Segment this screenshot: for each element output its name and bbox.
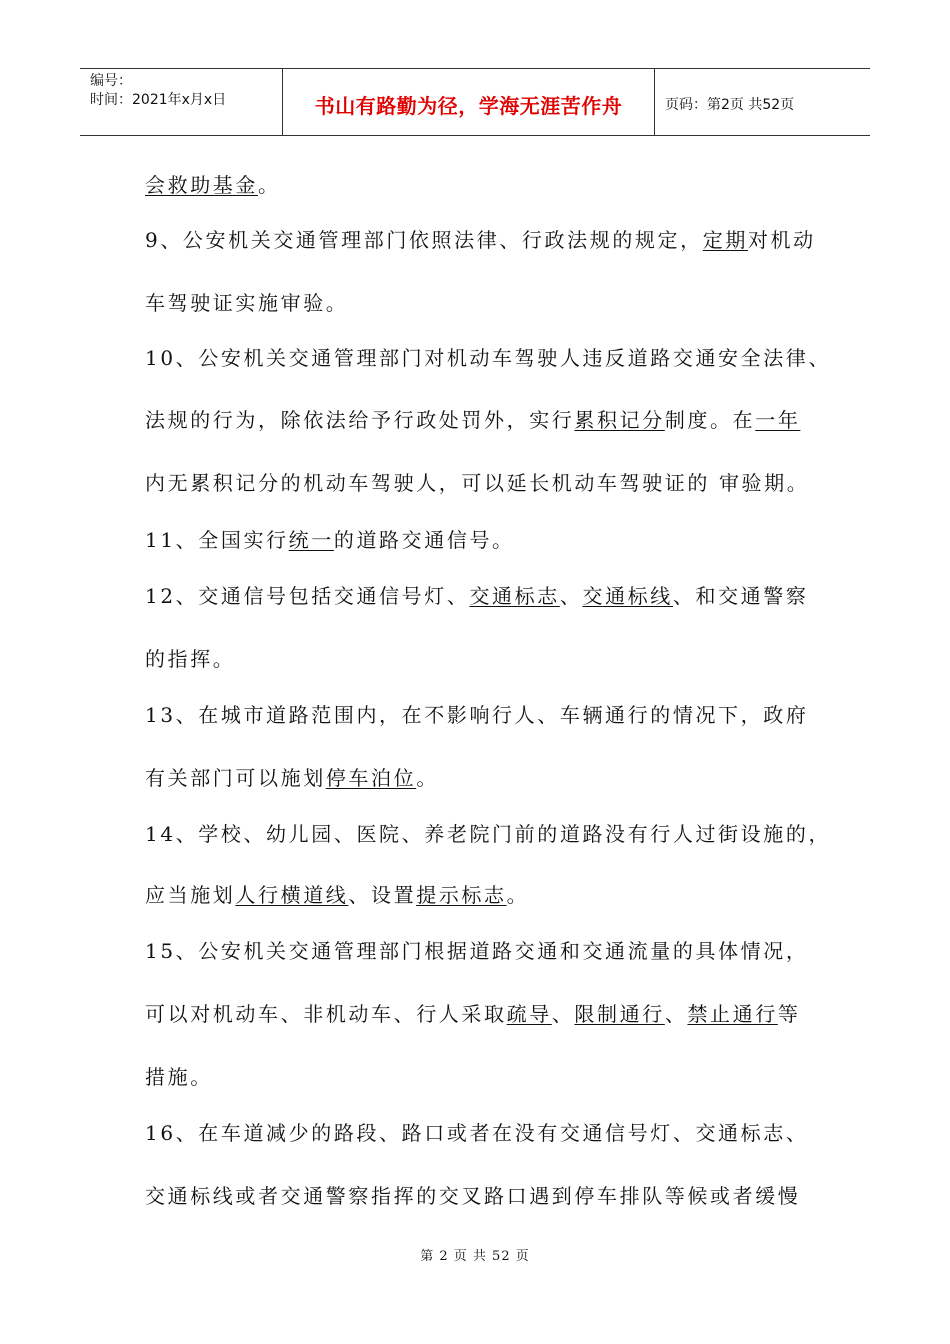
text-line xyxy=(145,583,808,609)
text-line xyxy=(145,821,831,847)
underlined-answer: 统一 xyxy=(288,528,334,552)
text-segment: 11、全国实行 xyxy=(145,528,289,552)
text-segment: 。 xyxy=(506,883,530,907)
underlined-answer: 提示标志 xyxy=(416,883,507,907)
text-segment: 措施。 xyxy=(145,1065,213,1089)
text-line xyxy=(145,938,808,964)
text-segment: 、 xyxy=(551,1002,575,1026)
text-segment: 法规的行为，除依法给予行政处罚外，实行 xyxy=(145,408,575,432)
text-line xyxy=(145,765,439,791)
text-segment: 等 xyxy=(777,1002,801,1026)
number-label: 编号： xyxy=(90,73,132,89)
underlined-answer: 人行横道线 xyxy=(235,883,349,907)
page-footer: 第 2 页 共 52 页 xyxy=(420,1249,530,1264)
text-line xyxy=(145,646,235,672)
text-segment: 15、公安机关交通管理部门根据道路交通和交通流量的具体情况， xyxy=(145,939,809,963)
text-segment: 、设置 xyxy=(348,883,417,907)
underlined-answer: 交通标志 xyxy=(469,584,560,608)
text-line xyxy=(145,1064,213,1090)
time-label: 时间：2021年x月x日 xyxy=(90,92,227,108)
text-line xyxy=(145,172,281,198)
text-segment: 有关部门可以施划 xyxy=(145,766,326,790)
text-line xyxy=(145,290,348,316)
text-segment: 对机动 xyxy=(747,228,816,252)
underlined-answer: 会救助基金 xyxy=(145,173,258,197)
text-line xyxy=(145,527,515,553)
underlined-answer: 定期 xyxy=(702,228,748,252)
underlined-answer: 交通标线 xyxy=(582,584,673,608)
underlined-answer: 停车泊位 xyxy=(325,766,417,790)
text-segment: 交通标线或者交通警察指挥的交叉路口遇到停车排队等候或者缓慢 xyxy=(145,1184,801,1208)
text-segment: 、和交通警察 xyxy=(672,584,809,608)
underlined-answer: 疏导 xyxy=(506,1002,552,1026)
text-line xyxy=(145,345,831,371)
text-segment: 10、公安机关交通管理部门对机动车驾驶人违反道路交通安全法律、 xyxy=(145,346,832,370)
text-segment: 16、在车道减少的路段、路口或者在没有交通信号灯、交通标志、 xyxy=(145,1121,809,1145)
text-line xyxy=(145,407,800,433)
text-line xyxy=(145,1001,800,1027)
text-segment: 内无累积记分的机动车驾驶人，可以延长机动车驾驶证的 审验期。 xyxy=(145,471,810,495)
text-line xyxy=(145,882,529,908)
text-segment: 车驾驶证实施审验。 xyxy=(145,291,349,315)
text-line xyxy=(145,702,808,728)
document-header xyxy=(80,68,870,136)
text-line xyxy=(145,1120,808,1146)
underlined-answer: 一年 xyxy=(755,408,801,432)
text-segment: 。 xyxy=(258,173,281,197)
text-segment: 制度。在 xyxy=(664,408,756,432)
text-segment: 14、学校、幼儿园、医院、养老院门前的道路没有行人过街设施的， xyxy=(145,822,832,846)
text-segment: 应当施划 xyxy=(145,883,236,907)
text-segment: 13、在城市道路范围内，在不影响行人、车辆通行的情况下，政府 xyxy=(145,703,809,727)
underlined-answer: 限制通行 xyxy=(574,1002,665,1026)
underlined-answer: 累积记分 xyxy=(574,408,665,432)
text-segment: 、 xyxy=(559,584,583,608)
text-segment: 可以对机动车、非机动车、行人采取 xyxy=(145,1002,507,1026)
text-segment: 9、公安机关交通管理部门依照法律、行政法规的规定， xyxy=(145,228,703,252)
underlined-answer: 禁止通行 xyxy=(687,1002,778,1026)
text-segment: 、 xyxy=(664,1002,688,1026)
header-meta xyxy=(80,69,283,135)
text-segment: 的道路交通信号。 xyxy=(333,528,515,552)
text-line xyxy=(145,470,809,496)
header-motto: 书山有路勤为径，学海无涯苦作舟 xyxy=(283,69,655,135)
text-segment: 12、交通信号包括交通信号灯、 xyxy=(145,584,470,608)
text-segment: 。 xyxy=(416,766,439,790)
text-line xyxy=(145,227,816,253)
text-segment: 的指挥。 xyxy=(145,647,236,671)
header-page-info: 页码：第2页 共52页 xyxy=(665,97,795,113)
text-line xyxy=(145,1183,800,1209)
